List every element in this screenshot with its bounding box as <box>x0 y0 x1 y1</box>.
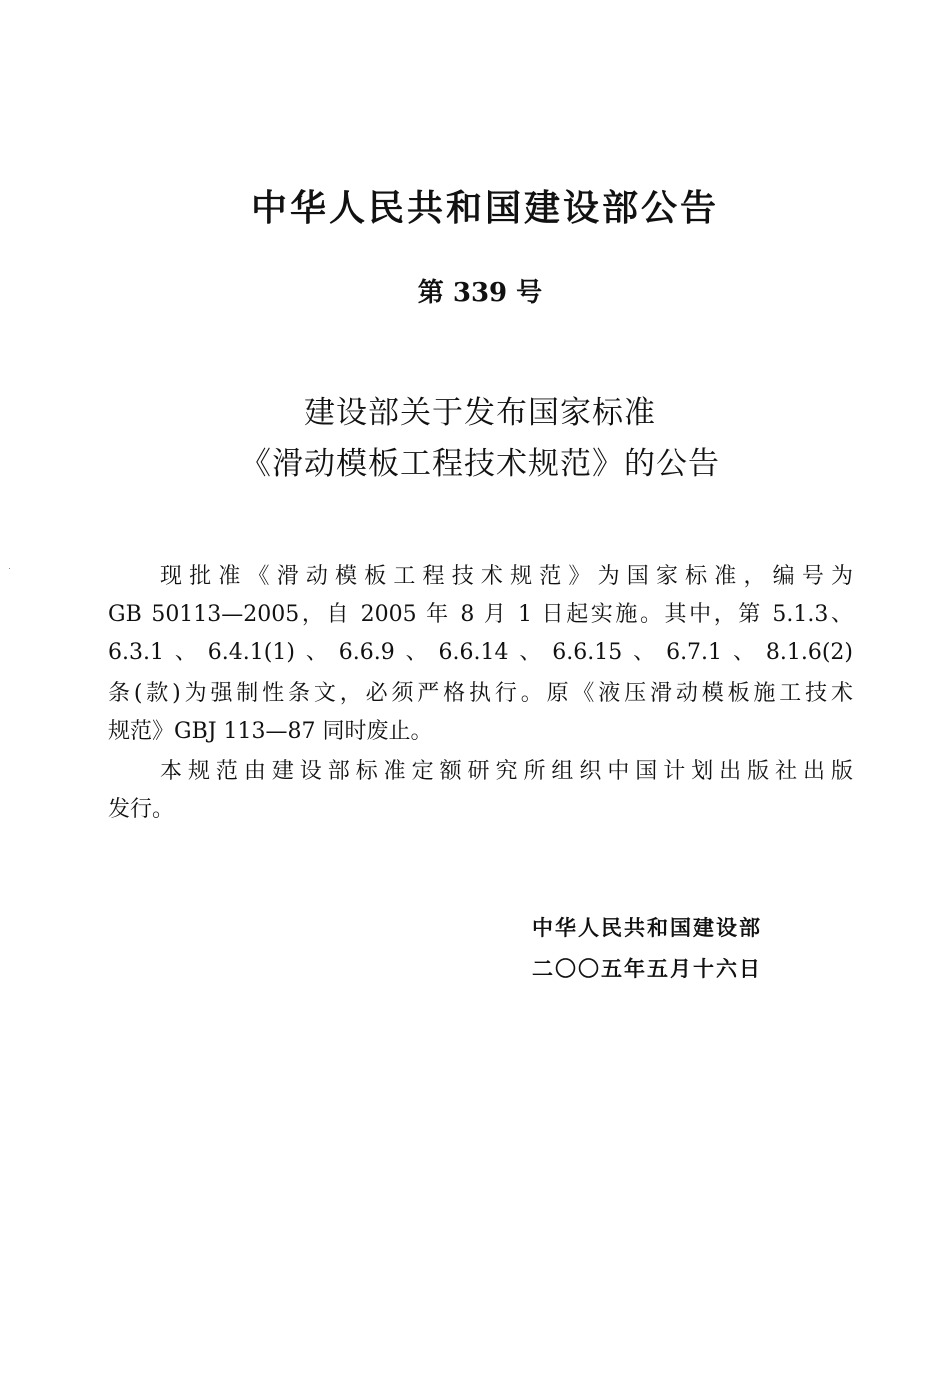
subtitle-line-1: 建设部关于发布国家标准 <box>304 395 656 431</box>
announcement-title: 中华人民共和国建设部公告 <box>250 188 719 229</box>
subtitle-line-2: 《滑动模板工程技术规范》的公告 <box>240 446 720 482</box>
body-line: 现批准《滑动模板工程技术规范》为国家标准，编号为 <box>160 564 853 589</box>
body-line: GB 50113—2005，自 2005 年 8 月 1 日起实施。其中，第 5.1.3、 <box>108 602 853 627</box>
body-line: 本规范由建设部标准定额研究所组织中国计划出版社出版 <box>160 759 853 784</box>
body-line: 6.3.1、6.4.1(1)、6.6.9、6.6.14、6.6.15、6.7.1、8.1.6(2) <box>108 640 853 665</box>
body-line: 条(款)为强制性条文，必须严格执行。原《液压滑动模板施工技术 <box>108 681 853 706</box>
body-line: 规范》GBJ 113—87 同时废止。 <box>108 719 433 744</box>
signature-issuer: 中华人民共和国建设部 <box>532 916 762 940</box>
scan-speck <box>9 568 10 569</box>
announcement-number: 第 339 号 <box>417 278 543 308</box>
signature-date: 二〇〇五年五月十六日 <box>532 957 762 981</box>
body-line: 发行。 <box>108 797 175 822</box>
